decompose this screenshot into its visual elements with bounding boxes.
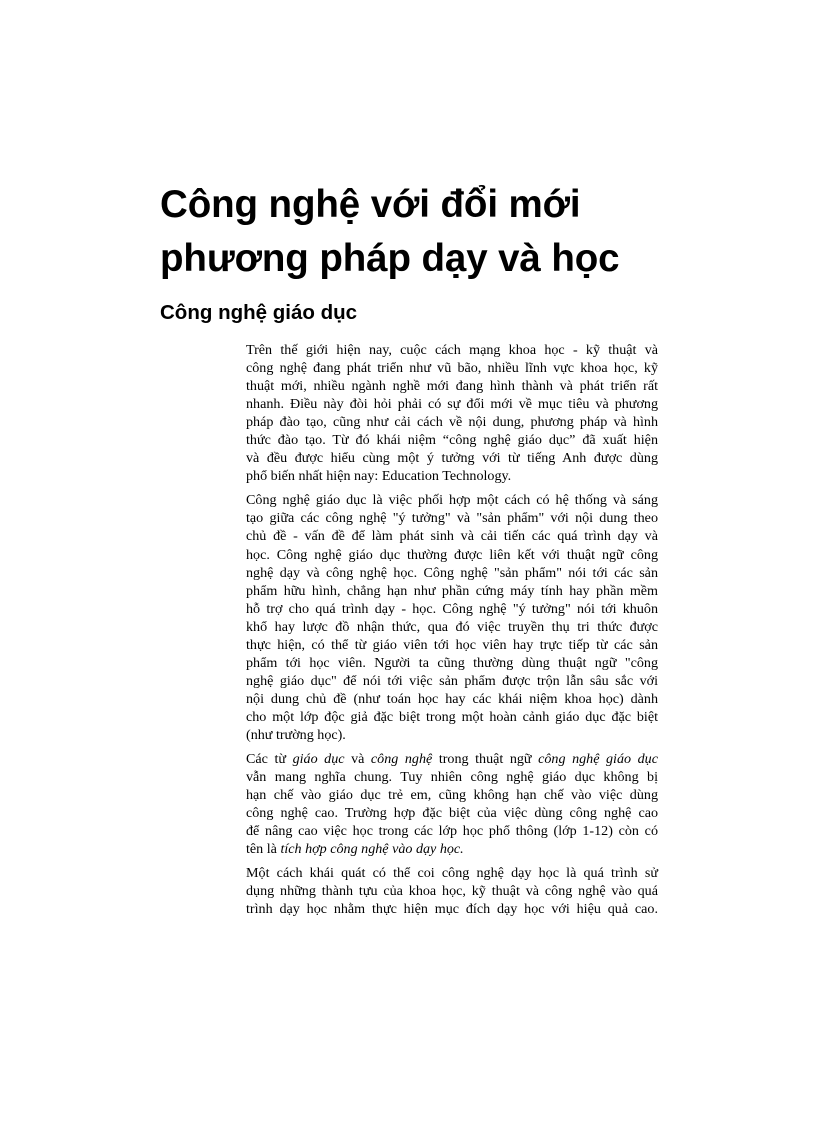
text-line: nội dung chủ đề (như toán học hay các khái niệm khoa học) dành (246, 690, 658, 707)
paragraph-4 (246, 864, 658, 918)
text-line: thực hiện, có thể từ giáo viên tới học viên hay trực tiếp từ các sản (246, 636, 658, 653)
text-line (246, 750, 658, 768)
text-run: tên là (246, 841, 281, 858)
paragraph-3 (246, 750, 658, 858)
chapter-title-line: Công nghệ với đổi mới (160, 183, 581, 226)
section-heading: Công nghệ giáo dục (160, 301, 358, 324)
text-line: tạo giữa các công nghệ "ý tưởng" và "sản phẩm" với nội dung theo (246, 510, 658, 527)
chapter-title-line: phương pháp dạy và học (160, 237, 620, 280)
text-line: vẫn mang nghĩa chung. Tuy nhiên công nghệ giáo dục không bị (246, 769, 658, 786)
text-line: học. Công nghệ giáo dục thường được liên kết với thuật ngữ công (246, 546, 658, 563)
text-line: Trên thế giới hiện nay, cuộc cách mạng khoa học - kỹ thuật và (246, 342, 658, 358)
paragraph-1 (246, 341, 658, 485)
text-line: Một cách khái quát có thể coi công nghệ dạy học là quá trình sử (246, 865, 658, 882)
text-line: phổ biến nhất hiện nay: Education Technology. (246, 468, 512, 485)
body-text (246, 341, 658, 924)
italic-term: tích hợp công nghệ vào dạy học. (280, 841, 464, 858)
text-line: nghệ dạy và công nghệ học. Công nghệ "sản phẩm" nói tới các sản (246, 564, 658, 581)
text-line: phẩm hữu hình, chẳng hạn như phần cứng máy tính hay phần mềm (246, 582, 658, 599)
text-line (246, 840, 658, 858)
text-line: chủ đề - vấn đề để làm phát sinh và cải tiến các quá trình dạy và (246, 528, 658, 545)
text-line: thuật mới, nhiều ngành nghề mới đang hình thành và phát triển rất (246, 378, 658, 395)
text-run: và (344, 751, 371, 768)
text-line: cho một lớp độc giả đặc biệt trong một hoàn cảnh giáo dục đặc biệt (246, 708, 658, 725)
text-line: (như trường học). (246, 726, 346, 743)
text-line: hỗ trợ cho quá trình dạy - học. Công nghệ "ý tưởng" nói tới khuôn (246, 600, 658, 617)
text-line: khổ hay lược đồ nhận thức, qua đó việc truyền thụ tri thức được (246, 618, 658, 635)
text-line: trình dạy học nhằm thực hiện mục đích dạy học với hiệu quả cao. (246, 901, 658, 918)
text-line: thức đào tạo. Từ đó khái niệm “công nghệ giáo dục” đã xuất hiện (246, 432, 658, 449)
text-line: và đều được hiểu cùng một ý tưởng với từ tiếng Anh được dùng (246, 450, 658, 467)
text-line: nghệ giáo dục" để nói tới việc sản phẩm được trộn lẫn sâu sắc với (246, 672, 658, 689)
text-line: công nghệ đang phát triển như vũ bão, nhiều lĩnh vực khoa học, kỹ (246, 360, 658, 377)
paragraph-2 (246, 491, 658, 744)
text-run: Các từ (246, 751, 293, 768)
text-line: nhanh. Điều này đòi hỏi phải có sự đổi mới về mục tiêu và phương (246, 396, 658, 413)
text-line: Công nghệ giáo dục là việc phối hợp một cách có hệ thống và sáng (246, 492, 658, 509)
text-run: trong thuật ngữ (432, 751, 539, 768)
text-line: để nâng cao việc học trong các lớp học phổ thông (lớp 1-12) còn có (246, 823, 658, 840)
text-line: phẩm tới học viên. Người ta cũng thường dùng thuật ngữ "công (246, 654, 658, 671)
text-line: dụng những thành tựu của khoa học, kỹ thuật và công nghệ vào quá (246, 883, 658, 900)
italic-term: công nghệ (370, 751, 433, 768)
text-line: pháp đào tạo, cũng như cải cách về nội dung, phương pháp và hình (246, 414, 658, 431)
italic-term: giáo dục (292, 751, 345, 768)
chapter-title (160, 178, 720, 286)
text-line: công nghệ cao. Trường hợp đặc biệt của việc dùng công nghệ cao (246, 805, 658, 822)
text-line: hạn chế vào giáo dục trẻ em, cũng không hạn chế vào việc dùng (246, 787, 658, 804)
italic-term: công nghệ giáo dục (538, 751, 658, 768)
